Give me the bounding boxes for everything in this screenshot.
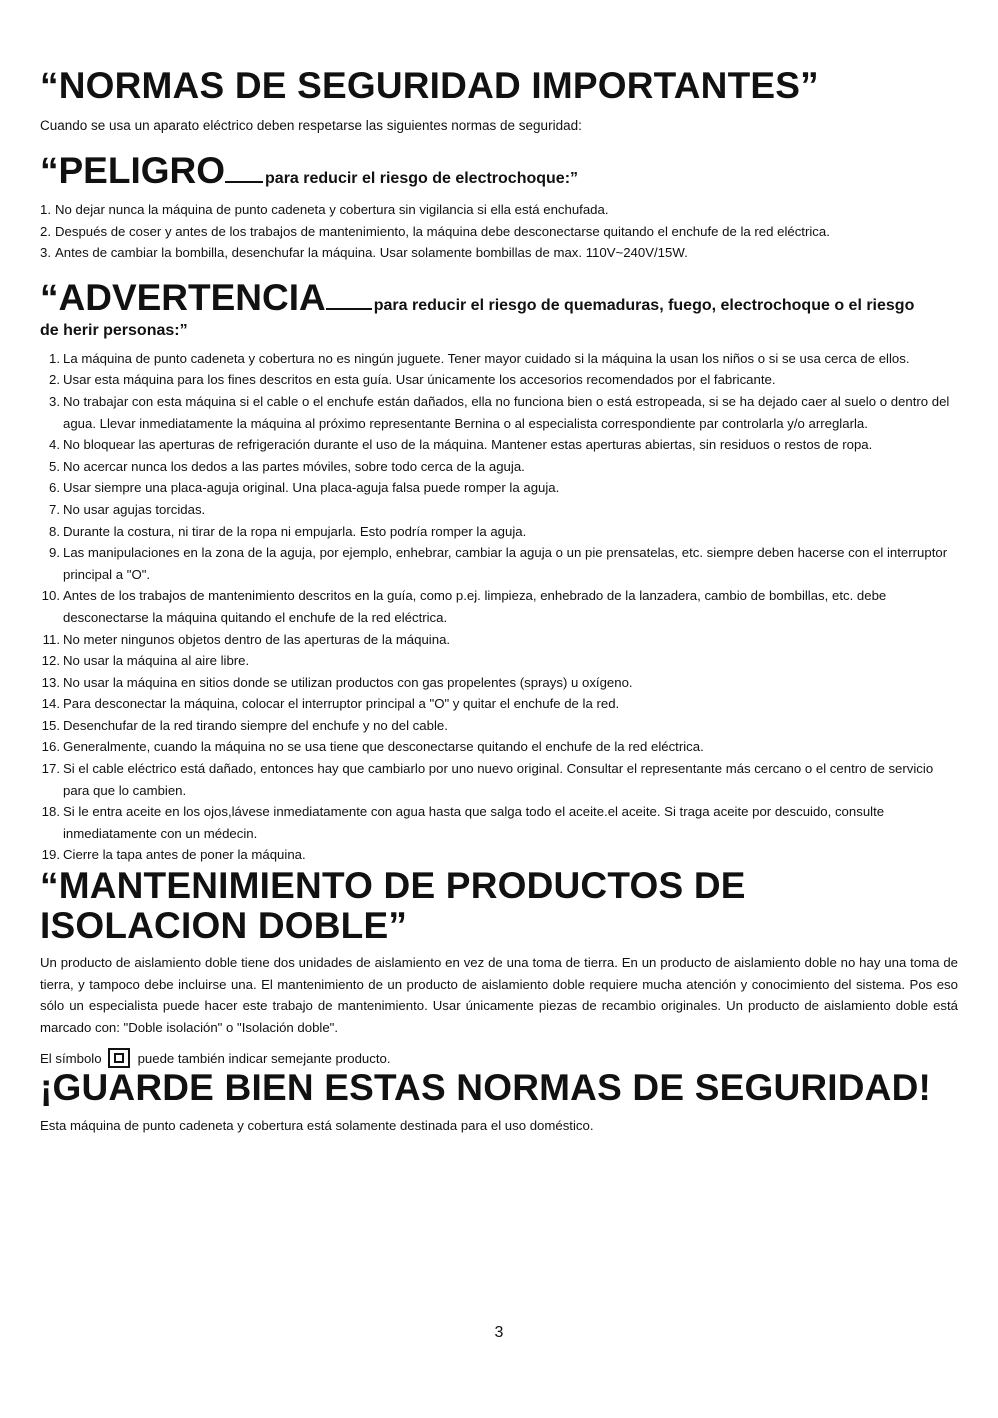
list-item xyxy=(38,499,958,521)
double-insulation-icon xyxy=(108,1048,130,1068)
item-number: 13. xyxy=(41,674,60,690)
danger-heading xyxy=(40,151,958,191)
item-text: No meter ningunos objetos dentro de las aperturas de la máquina. xyxy=(63,631,451,647)
warning-list xyxy=(40,348,958,866)
item-number: 2. xyxy=(49,372,60,388)
symbol-before-text: El símbolo xyxy=(40,1050,102,1066)
maintenance-paragraph: Un producto de aislamiento doble tiene dos unidades de aislamiento en vez de una toma de tierra. En un producto de aislamiento doble no hay una toma de tierra, y tampoco debe incluirse una. El mantenimiento de un producto de aislamiento doble requiere mucha atención y conocimiento del sistema. Pos eso sólo un especialista puede hacer este trabajo de mantenimiento. Usar únicamente piezas de recambio originales. Un producto de aislamiento doble está marcado con: "Doble isolación" o "Isolación doble". xyxy=(40,955,958,1035)
document-page xyxy=(40,66,958,1147)
item-number: 6. xyxy=(49,480,60,496)
item-number: 18. xyxy=(41,804,60,820)
list-item xyxy=(40,221,958,243)
list-item xyxy=(38,434,958,456)
symbol-line xyxy=(40,1048,958,1068)
item-text: Antes de cambiar la bombilla, desenchufar la máquina. Usar solamente bombillas de max. 110V~240V/15W. xyxy=(55,245,688,261)
item-number: 14. xyxy=(41,696,60,712)
item-text: Durante la costura, ni tirar de la ropa ni empujarla. Esto podría romper la aguja. xyxy=(63,523,527,539)
list-item xyxy=(38,736,958,758)
list-item xyxy=(38,542,958,585)
list-item xyxy=(38,629,958,651)
item-text: No dejar nunca la máquina de punto cadeneta y cobertura sin vigilancia si ella está enchufada. xyxy=(55,202,609,217)
list-item xyxy=(38,650,958,672)
item-text: No usar la máquina en sitios donde se utilizan productos con gas propelentes (sprays) u oxígeno. xyxy=(63,674,633,690)
symbol-after-text: puede también indicar semejante producto. xyxy=(137,1050,391,1066)
item-number: 9. xyxy=(49,545,60,561)
item-text: Para desconectar la máquina, colocar el interruptor principal a "O" y quitar el enchufe de la red. xyxy=(63,696,620,712)
item-number: 4. xyxy=(49,437,60,453)
heading-underline xyxy=(225,181,263,183)
list-item xyxy=(38,348,958,370)
item-text: No acercar nunca los dedos a las partes móviles, sobre todo cerca de la aguja. xyxy=(63,458,525,474)
item-text: Después de coser y antes de los trabajos de mantenimiento, la máquina debe desconectarse quitando el enchufe de la red eléctrica. xyxy=(55,223,830,239)
item-number: 10. xyxy=(41,588,60,604)
keep-text: Esta máquina de punto cadeneta y cobertura está solamente destinada para el uso doméstico. xyxy=(40,1118,594,1134)
item-number: 2. xyxy=(40,223,51,239)
item-text: No usar agujas torcidas. xyxy=(63,501,206,517)
list-item xyxy=(38,391,958,434)
intro-text: Cuando se usa un aparato eléctrico deben respetarse las siguientes normas de seguridad: xyxy=(40,118,582,133)
item-text: Usar siempre una placa-aguja original. Una placa-aguja falsa puede romper la aguja. xyxy=(63,480,560,496)
list-item xyxy=(38,844,958,866)
item-number: 3. xyxy=(49,393,60,409)
list-item xyxy=(38,672,958,694)
item-number: 5. xyxy=(49,458,60,474)
keep-title: ¡GUARDE BIEN ESTAS NORMAS DE SEGURIDAD! xyxy=(40,1067,932,1109)
item-text: No bloquear las aperturas de refrigeración durante el uso de la máquina. Mantener estas aperturas abiertas, sin residuos o restos de ropa. xyxy=(63,437,873,453)
item-number: 8. xyxy=(49,523,60,539)
danger-title: “PELIGRO xyxy=(40,150,226,191)
item-text: Antes de los trabajos de mantenimiento descritos en la guía, como p.ej. limpieza, enhebrado de la lanzadera, cambio de bombillas, etc. debe desconectarse la máquina quitando el enchufe de la red eléctrica. xyxy=(63,588,887,625)
warning-subtitle: para reducir el riesgo de quemaduras, fuego, electrochoque o el riesgo xyxy=(373,296,915,314)
item-number: 17. xyxy=(41,761,60,777)
list-item xyxy=(38,369,958,391)
item-number: 11. xyxy=(42,631,60,647)
item-text: Generalmente, cuando la máquina no se usa tiene que desconectarse quitando el enchufe de la red eléctrica. xyxy=(63,739,704,755)
danger-subtitle: para reducir el riesgo de electrochoque:” xyxy=(265,170,579,187)
warning-subtitle-cont: de herir personas:” xyxy=(40,321,188,339)
item-text: No usar la máquina al aire libre. xyxy=(63,653,250,669)
danger-list xyxy=(40,199,958,264)
page-number: 3 xyxy=(494,1324,504,1341)
item-number: 15. xyxy=(41,717,60,733)
item-number: 16. xyxy=(41,739,60,755)
item-number: 1. xyxy=(40,202,51,217)
list-item xyxy=(40,242,958,264)
item-text: No trabajar con esta máquina si el cable o el enchufe están dañados, ella no funciona bien o está estropeada, si se ha dejado caer al suelo o dentro del agua. Llevar inmediatamente la máquina al próximo representante Bernina o al especialista correspondiente par controlarla y/o arreglarla. xyxy=(63,393,950,431)
list-item xyxy=(38,801,958,844)
item-text: La máquina de punto cadeneta y cobertura no es ningún juguete. Tener mayor cuidado si la máquina la usan los niños o si se usa cerca de ellos. xyxy=(63,350,910,366)
item-number: 12. xyxy=(41,653,60,669)
list-item xyxy=(38,521,958,543)
list-item xyxy=(38,585,958,628)
item-text: Si el cable eléctrico está dañado, entonces hay que cambiarlo por uno nuevo original. Consultar el representante más cercano o el centro de servicio para que lo cambien. xyxy=(63,761,934,798)
list-item xyxy=(38,693,958,715)
list-item xyxy=(40,199,958,221)
item-number: 19. xyxy=(41,847,60,863)
item-number: 3. xyxy=(40,245,51,261)
warning-title: “ADVERTENCIA xyxy=(40,276,326,318)
page-title: “NORMAS DE SEGURIDAD IMPORTANTES” xyxy=(40,65,819,106)
list-item xyxy=(38,758,958,801)
list-item xyxy=(38,456,958,478)
maintenance-title: “MANTENIMIENTO DE PRODUCTOS DE ISOLACION DOBLE” xyxy=(40,865,746,947)
item-text: Si le entra aceite en los ojos,lávese inmediatamente con agua hasta que salga todo el aceite.el aceite. Si traga aceite por descuido, consulte inmediatamente con un médecin. xyxy=(63,804,885,841)
heading-underline xyxy=(326,308,372,310)
item-number: 7. xyxy=(49,501,60,517)
list-item xyxy=(38,477,958,499)
warning-heading xyxy=(40,278,958,318)
item-number: 1. xyxy=(49,350,60,366)
item-text: Usar esta máquina para los fines descritos en esta guía. Usar únicamente los accesorios recomendados por el fabricante. xyxy=(63,372,776,388)
item-text: Cierre la tapa antes de poner la máquina. xyxy=(63,847,306,863)
list-item xyxy=(38,715,958,737)
item-text: Desenchufar de la red tirando siempre del enchufe y no del cable. xyxy=(63,717,448,733)
item-text: Las manipulaciones en la zona de la aguja, por ejemplo, enhebrar, cambiar la aguja o un pie prensatelas, etc. siempre deben hacerse con el interruptor principal a "O". xyxy=(63,545,948,582)
